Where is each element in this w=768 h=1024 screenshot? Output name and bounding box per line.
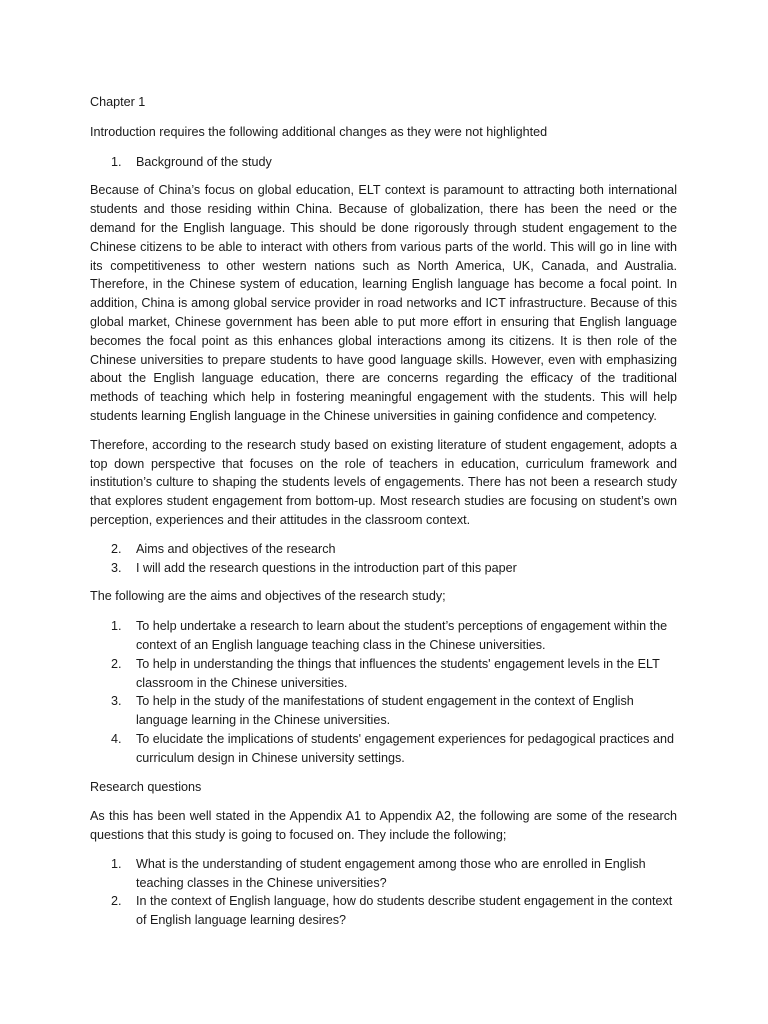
- section-list-b: [90, 540, 677, 578]
- list-item: [90, 617, 677, 655]
- research-questions-list: [90, 855, 677, 930]
- list-number: 1.: [111, 154, 122, 169]
- list-item: [90, 559, 677, 578]
- list-text: What is the understanding of student engagement among those who are enrolled in English teaching classes in the Chinese universities?: [136, 856, 646, 890]
- list-item: [90, 153, 677, 172]
- list-item: [90, 692, 677, 730]
- research-questions-intro: As this has been well stated in the Appendix A1 to Appendix A2, the following are some of the research questions that this study is going to focused on. They include the following;: [90, 809, 677, 843]
- section-list-a: [90, 153, 677, 172]
- chapter-title: Chapter 1: [90, 95, 146, 109]
- list-number: 1.: [111, 619, 122, 634]
- list-text: Aims and objectives of the research: [136, 541, 336, 556]
- intro-note: Introduction requires the following additional changes as they were not highlighted: [90, 124, 548, 139]
- aims-list: [90, 617, 677, 767]
- list-text: Background of the study: [136, 154, 272, 169]
- list-item: [90, 892, 677, 930]
- literature-paragraph: Therefore, according to the research study based on existing literature of student engagement, adopts a top down perspective that focuses on the role of teachers in education, curriculum framework and institution’s culture to shaping the students levels of engagements. There has not been a research study that explores student engagement from bottom-up. Most research studies are focusing on student’s own perception, experiences and their attitudes in the classroom context.: [90, 437, 677, 527]
- document-page: [90, 93, 677, 940]
- list-item: [90, 655, 677, 693]
- list-text: To help in understanding the things that influences the students' engagement levels in the ELT classroom in the Chinese universities.: [136, 656, 660, 690]
- list-number: 4.: [111, 731, 122, 746]
- list-number: 1.: [111, 856, 122, 871]
- list-text: To help undertake a research to learn about the student’s perceptions of engagement within the context of an English language teaching class in the Chinese universities.: [136, 619, 668, 652]
- list-item: [90, 730, 677, 768]
- research-questions-heading: Research questions: [90, 779, 202, 794]
- list-number: 2.: [111, 894, 122, 909]
- list-number: 2.: [111, 656, 122, 671]
- list-item: [90, 540, 677, 559]
- list-number: 3.: [111, 694, 122, 709]
- list-text: In the context of English language, how do students describe student engagement in the context of English language learning desires?: [136, 894, 673, 928]
- aims-intro: The following are the aims and objectives of the research study;: [90, 589, 446, 604]
- list-text: To elucidate the implications of students' engagement experiences for pedagogical practices and curriculum design in Chinese university settings.: [136, 731, 674, 765]
- list-number: 3.: [111, 560, 122, 575]
- background-paragraph: Because of China’s focus on global education, ELT context is paramount to attracting both international students and those residing within China. Because of globalization, there has been the need or the demand for the English language. This should be done rigorously through student engagement to the Chinese citizens to be able to interact with others from various parts of the world. This will go in line with its competitiveness to other western nations such as North America, UK, Canada, and Australia. Therefore, in the Chinese system of education, learning English language has become a focal point. In addition, China is among global service provider in road networks and ICT infrastructure. Because of this global market, Chinese government has been able to put more effort in ensuring that English language becomes the focal point as this enhances global interactions among its citizens. It is then role of the Chinese universities to prepare students to have good language skills. However, even with emphasizing about the English language education, there are concerns regarding the efficacy of the traditional methods of teaching which help in fostering meaningful engagement with the students. This will help students learning English language in the Chinese universities in gaining confidence and competency.: [90, 183, 677, 423]
- list-number: 2.: [111, 541, 122, 556]
- list-text: To help in the study of the manifestations of student engagement in the context of English language learning in the Chinese universities.: [136, 694, 634, 728]
- list-text: I will add the research questions in the introduction part of this paper: [136, 560, 517, 575]
- list-item: [90, 855, 677, 893]
